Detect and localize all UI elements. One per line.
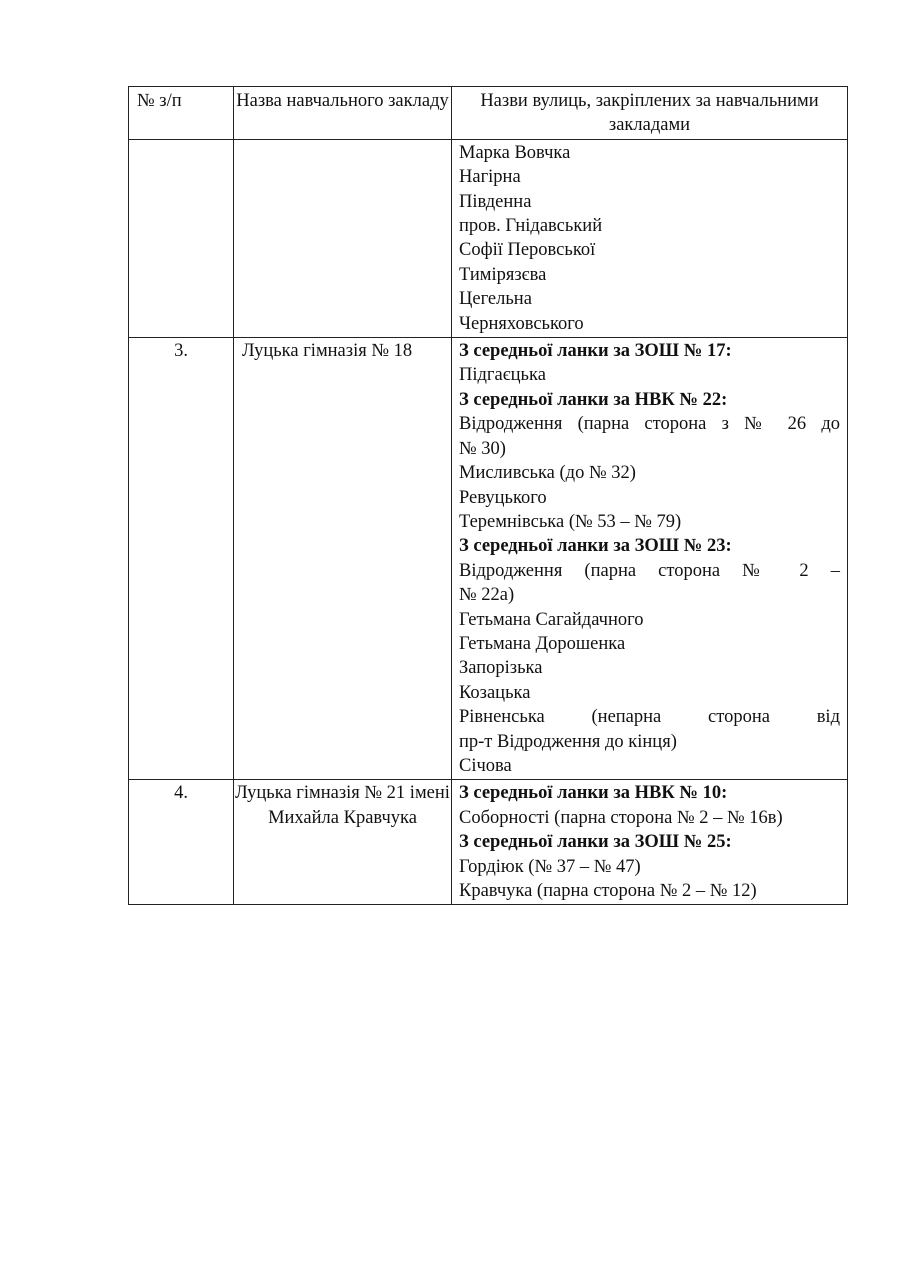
street-name: Ревуцького <box>459 487 547 508</box>
table-row <box>129 338 848 780</box>
row-streets <box>452 338 848 780</box>
street-name: Підгаєцька <box>459 365 546 386</box>
street-name: Гетьмана Дорошенка <box>459 633 626 654</box>
street-name: Нагірна <box>459 167 521 188</box>
school-streets-table <box>128 86 848 905</box>
table-header-row <box>129 87 848 140</box>
table-row <box>129 139 848 337</box>
street-name: Кравчука (парна сторона № 2 – № 12) <box>459 881 757 901</box>
section-heading: З середньої ланки за НВК № 22: <box>459 389 728 410</box>
street-name: № 30) <box>459 438 506 459</box>
header-school: Назва навчального закладу <box>234 87 452 140</box>
street-name: Гетьмана Сагайдачного <box>459 609 644 630</box>
street-name: пров. Гнідавський <box>459 216 603 237</box>
row-number <box>129 139 234 337</box>
street-name: Запорізька <box>459 658 543 679</box>
row-school-name: Луцька гімназія № 18 <box>234 338 452 780</box>
street-name: пр-т Відродження до кінця) <box>459 731 677 752</box>
row-number: 3. <box>129 338 234 780</box>
street-name: Черняховського <box>459 313 584 334</box>
street-name: Софії Перовської <box>459 240 596 261</box>
street-name: Цегельна <box>459 289 532 310</box>
table-body <box>129 139 848 905</box>
street-name: Січова <box>459 755 512 776</box>
street-name: Південна <box>459 191 532 212</box>
row-number: 4. <box>129 780 234 905</box>
street-name: Соборності (парна сторона № 2 – № 16в) <box>459 807 783 828</box>
table-row <box>129 780 848 905</box>
section-heading: З середньої ланки за ЗОШ № 25: <box>459 832 732 853</box>
row-school-name: Луцька гімназія № 21 імені Михайла Кравчука <box>234 780 452 905</box>
section-heading: З середньої ланки за ЗОШ № 17: <box>459 341 732 362</box>
section-heading: З середньої ланки за ЗОШ № 23: <box>459 536 732 557</box>
header-number: № з/п <box>129 87 234 140</box>
street-name: Відродження (парна сторона № 2 – <box>459 560 840 581</box>
street-name: Козацька <box>459 682 531 703</box>
street-name: Відродження (парна сторона з № 26 до <box>459 414 840 435</box>
row-streets <box>452 780 848 905</box>
street-name: Гордіюк (№ 37 – № 47) <box>459 856 641 877</box>
street-name: Марка Вовчка <box>459 142 571 163</box>
section-heading: З середньої ланки за НВК № 10: <box>459 783 728 804</box>
street-name: Мисливська (до № 32) <box>459 463 636 484</box>
street-name: Тимірязєва <box>459 264 547 285</box>
street-name: Рівненська (непарна сторона від <box>459 707 840 728</box>
header-streets: Назви вулиць, закріплених за навчальними закладами <box>452 87 848 140</box>
row-school-name <box>234 139 452 337</box>
row-streets <box>452 139 848 337</box>
street-name: Теремнівська (№ 53 – № 79) <box>459 511 682 532</box>
street-name: № 22а) <box>459 585 515 606</box>
